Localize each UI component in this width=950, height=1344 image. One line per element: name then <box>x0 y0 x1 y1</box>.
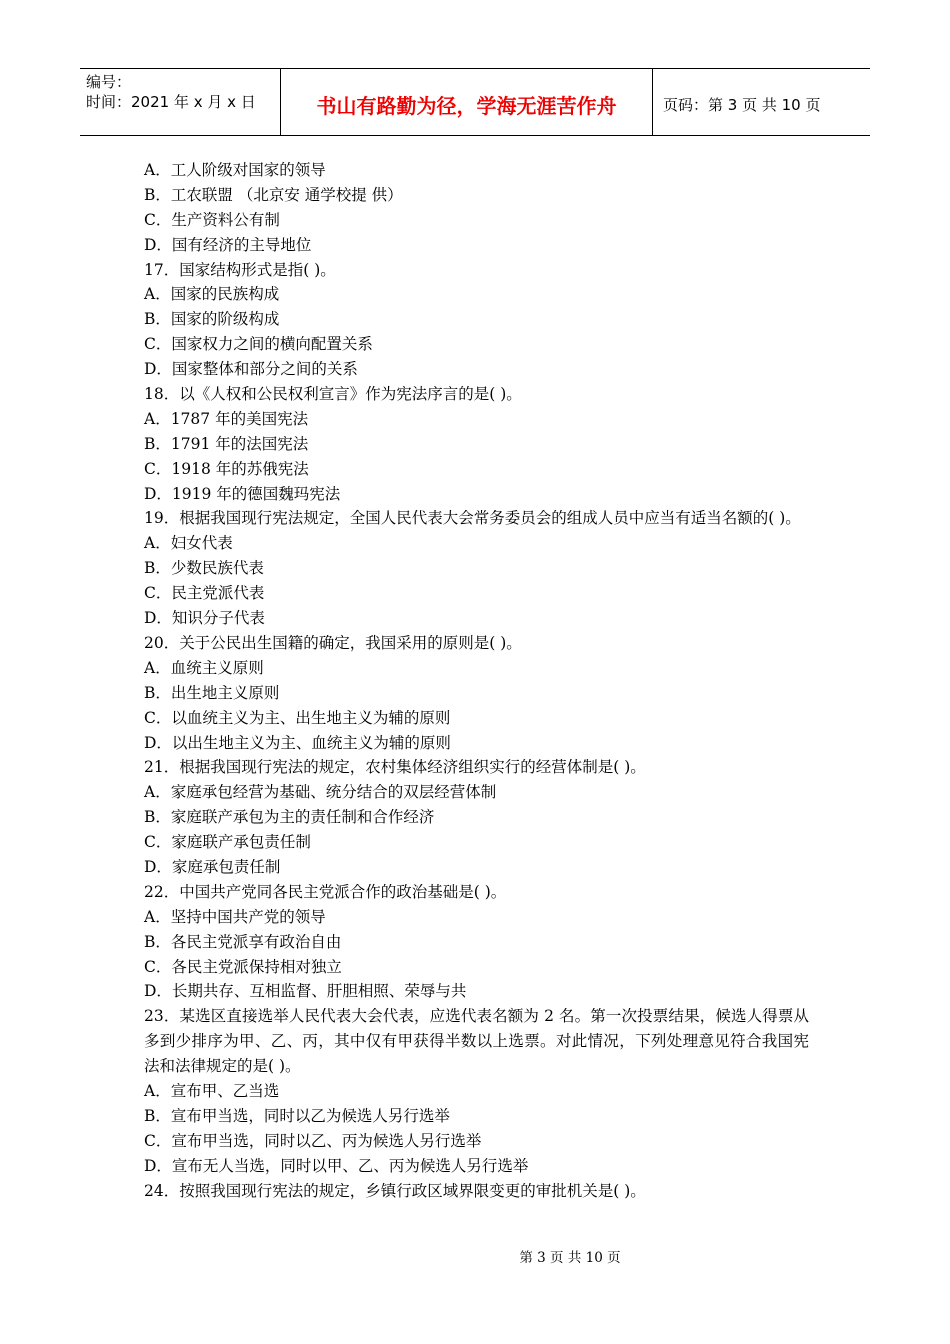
option-line: A．血统主义原则 <box>144 658 264 677</box>
time-label: 时间：2021 年 x 月 x 日 <box>86 93 256 111</box>
option-line: B．少数民族代表 <box>144 559 264 578</box>
question-line: 22．中国共产党同各民主党派合作的政治基础是( )。 <box>144 882 507 901</box>
option-line: D．以出生地主义为主、血统主义为辅的原则 <box>144 733 451 752</box>
option-line: A．宣布甲、乙当选 <box>144 1082 280 1101</box>
question-line: 17．国家结构形式是指( )。 <box>144 260 336 279</box>
question-line: 19．根据我国现行宪法规定，全国人民代表大会常务委员会的组成人员中应当有适当名额的( )。 <box>144 509 801 528</box>
option-line: C．国家权力之间的横向配置关系 <box>144 335 373 354</box>
option-line: D．知识分子代表 <box>144 609 265 628</box>
option-line: D．宣布无人当选，同时以甲、乙、丙为候选人另行选举 <box>144 1156 529 1175</box>
page-header <box>80 68 870 136</box>
question-line: 18．以《人权和公民权利宣言》作为宪法序言的是( )。 <box>144 385 522 404</box>
option-line: A．国家的民族构成 <box>144 285 280 304</box>
option-line: B．各民主党派享有政治自由 <box>144 932 342 951</box>
header-meta <box>80 69 281 135</box>
question-line: 23．某选区直接选举人民代表大会代表，应选代表名额为 2 名。第一次投票结果，候选人得票从多到少排序为甲、乙、丙，其中仅有甲获得半数以上选票。对此情况，下列处理意见符合我国宪法和法律规定的是( )。 <box>144 1007 809 1076</box>
number-label: 编号： <box>86 73 132 91</box>
header-page-label: 页码：第 3 页 共 10 页 <box>663 95 821 114</box>
option-line: B．宣布甲当选，同时以乙为候选人另行选举 <box>144 1106 450 1125</box>
option-line: A．工人阶级对国家的领导 <box>144 161 326 179</box>
option-line: B．国家的阶级构成 <box>144 310 280 329</box>
option-line: C．各民主党派保持相对独立 <box>144 957 342 976</box>
option-line: C．民主党派代表 <box>144 584 265 603</box>
option-line: C．宣布甲当选，同时以乙、丙为候选人另行选举 <box>144 1131 482 1150</box>
document-body <box>144 158 809 1203</box>
option-line: D．国有经济的主导地位 <box>144 235 312 254</box>
option-line: A．妇女代表 <box>144 534 233 553</box>
option-line: D．国家整体和部分之间的关系 <box>144 360 358 379</box>
option-line: D．家庭承包责任制 <box>144 857 281 876</box>
option-line: B．1791 年的法国宪法 <box>144 434 309 453</box>
question-line: 20．关于公民出生国籍的确定，我国采用的原则是( )。 <box>144 633 522 652</box>
option-line: B．家庭联产承包为主的责任制和合作经济 <box>144 808 435 827</box>
option-line: D．长期共存、互相监督、肝胆相照、荣辱与共 <box>144 982 467 1001</box>
question-line: 21．根据我国现行宪法的规定，农村集体经济组织实行的经营体制是( )。 <box>144 758 646 777</box>
option-line: D．1919 年的德国魏玛宪法 <box>144 484 341 503</box>
page-footer: 第 3 页 共 10 页 <box>519 1250 621 1266</box>
question-line: 24．按照我国现行宪法的规定，乡镇行政区域界限变更的审批机关是( )。 <box>144 1181 646 1200</box>
option-line: C．1918 年的苏俄宪法 <box>144 459 309 478</box>
option-line: C．生产资料公有制 <box>144 210 280 229</box>
header-motto: 书山有路勤为径，学海无涯苦作舟 <box>281 69 653 135</box>
option-line: B．出生地主义原则 <box>144 683 280 702</box>
option-line: C．家庭联产承包责任制 <box>144 833 311 852</box>
option-line: B．工农联盟 （北京安 通学校提 供） <box>144 185 403 204</box>
option-line: A．坚持中国共产党的领导 <box>144 907 326 926</box>
option-line: C．以血统主义为主、出生地主义为辅的原则 <box>144 708 451 727</box>
option-line: A．家庭承包经营为基础、统分结合的双层经营体制 <box>144 783 497 802</box>
option-line: A．1787 年的美国宪法 <box>144 409 309 428</box>
